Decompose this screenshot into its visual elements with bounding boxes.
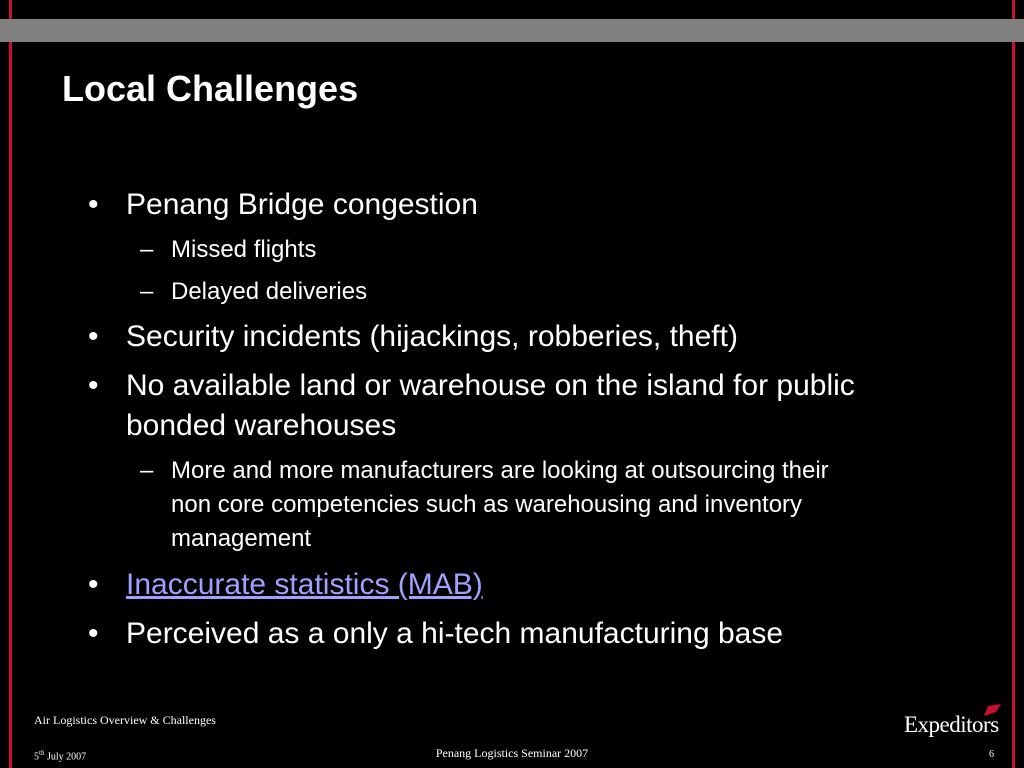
bullet-perceived-hi-tech: Perceived as a only a hi-tech manufacturing base [126,617,784,650]
subitem-delayed-deliveries: Delayed deliveries [171,278,368,305]
top-gray-band [0,19,1024,42]
bullet-penang-bridge: Penang Bridge congestion [126,188,478,221]
left-red-border [9,0,12,768]
date-day: 5 [34,751,39,763]
bullet-marker: • [88,320,99,353]
link-inaccurate-statistics[interactable]: Inaccurate statistics (MAB) [126,568,483,601]
footer-presentation-title: Air Logistics Overview & Challenges [34,713,216,727]
subitem-outsourcing-cont-2: management [171,525,312,552]
footer-seminar-name: Penang Logistics Seminar 2007 [435,746,589,760]
bullet-marker: • [88,369,99,402]
subitem-missed-flights: Missed flights [171,236,317,263]
date-rest: July 2007 [44,751,87,763]
dash-marker: – [140,457,154,484]
slide-title: Local Challenges [62,68,359,109]
dash-marker: – [140,236,154,263]
date-suffix: th [39,749,45,757]
bullet-no-available-land: No available land or warehouse on the island for public [126,369,855,402]
bullet-marker: • [88,188,99,221]
bullet-marker: • [88,568,99,601]
dash-marker: – [140,278,154,305]
subitem-outsourcing-cont-1: non core competencies such as warehousing and inventory [171,491,803,518]
bullet-security-incidents: Security incidents (hijackings, robberies, theft) [126,320,738,353]
bullet-marker: • [88,617,99,650]
page-number: 6 [989,749,994,760]
bullet-no-available-land-cont: bonded warehouses [126,409,397,442]
expeditors-logo [904,704,1014,740]
red-flag-icon [982,704,1002,718]
right-red-border [1012,0,1015,768]
logo-wordmark: Expeditors [904,712,999,737]
subitem-outsourcing: More and more manufacturers are looking at outsourcing their [171,457,829,484]
